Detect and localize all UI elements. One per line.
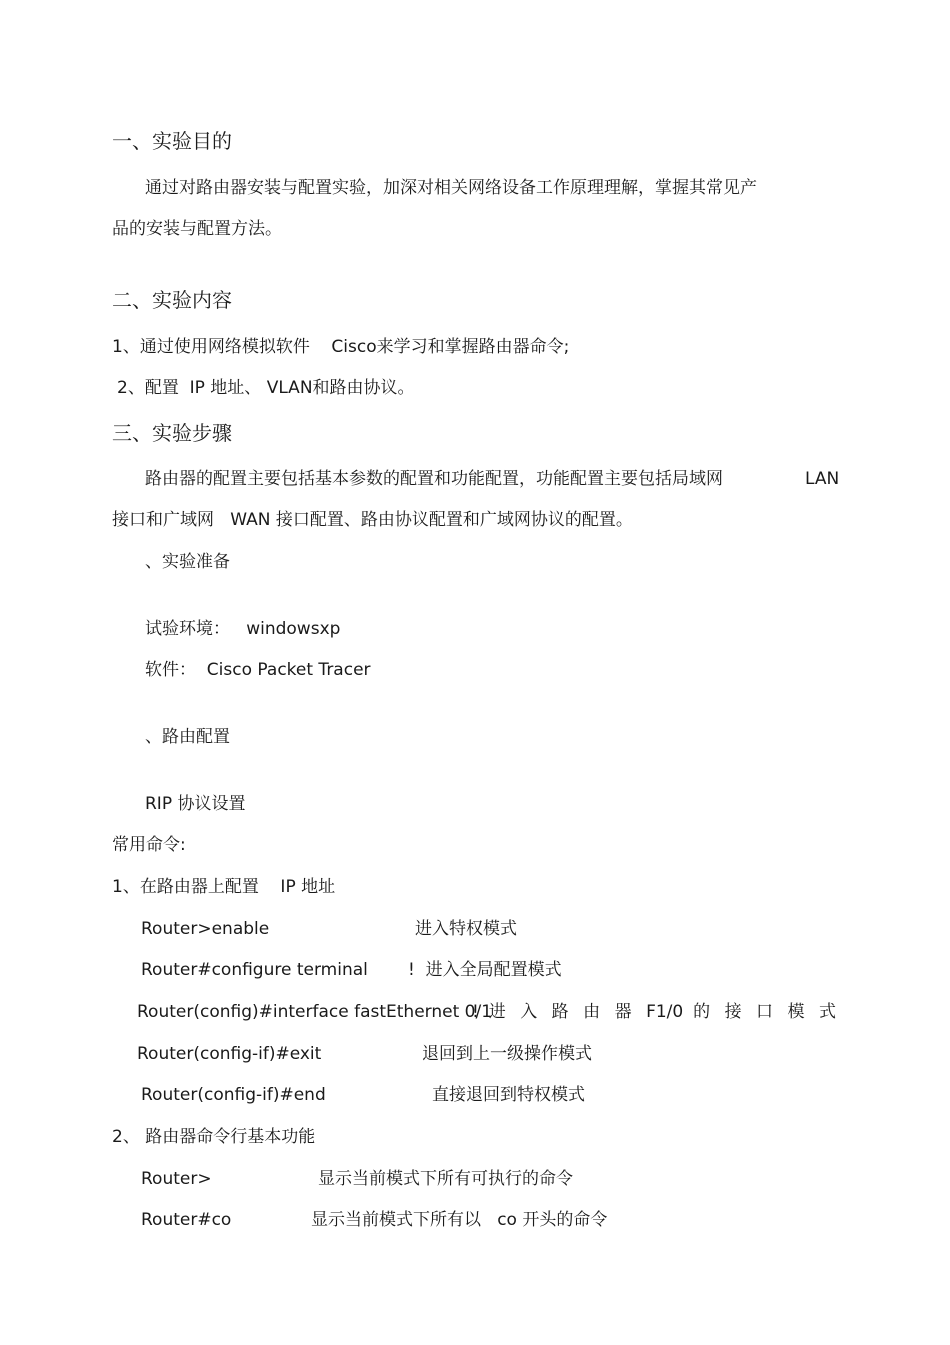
command-description: 显示当前模式下所有可执行的命令 [318, 1169, 573, 1189]
section-2-item-2: 2、配置 IP 地址、 VLAN和路由协议。 [117, 378, 415, 398]
rip-title: RIP 协议设置 [145, 794, 246, 814]
common-commands-label: 常用命令: [112, 835, 186, 855]
step-2-title: 2、 路由器命令行基本功能 [112, 1127, 316, 1147]
section-3-paragraph-line-2: 接口和广域网 WAN 接口配置、路由协议配置和广域网协议的配置。 [112, 510, 633, 530]
command-description: 直接退回到特权模式 [432, 1085, 585, 1105]
section-2-item-1: 1、通过使用网络模拟软件 Cisco来学习和掌握路由器命令; [112, 337, 570, 357]
command-text: Router(config-if)#exit [137, 1044, 322, 1064]
routing-subtitle: 、路由配置 [145, 727, 230, 747]
command-text: Router> [141, 1169, 212, 1189]
prep-subtitle: 、实验准备 [145, 552, 230, 572]
command-description: 退回到上一级操作模式 [422, 1044, 592, 1064]
section-1-title: 一、实验目的 [112, 129, 232, 153]
command-description: 显示当前模式下所有以 co 开头的命令 [311, 1210, 608, 1230]
section-1-paragraph-line-1: 通过对路由器安装与配置实验，加深对相关网络设备工作原理理解，掌握其常见产 [145, 178, 757, 198]
command-description: ! 进 入 路 由 器 F1/0 的 接 口 模 式 [472, 1002, 836, 1022]
command-text: Router#configure terminal [141, 960, 368, 980]
command-text: Router(config)#interface fastEthernet 0/1 [137, 1002, 493, 1022]
command-text: Router#co [141, 1210, 232, 1230]
section-2-title: 二、实验内容 [112, 288, 232, 312]
step-1-title: 1、在路由器上配置 IP 地址 [112, 877, 336, 897]
software-line: 软件： Cisco Packet Tracer [145, 660, 371, 680]
section-3-paragraph-lan: LAN [805, 469, 840, 489]
test-environment: 试验环境： windowsxp [145, 619, 341, 639]
command-description: 进入特权模式 [415, 919, 517, 939]
command-text: Router>enable [141, 919, 270, 939]
section-3-paragraph-line-1: 路由器的配置主要包括基本参数的配置和功能配置，功能配置主要包括局域网 [145, 469, 723, 489]
command-text: Router(config-if)#end [141, 1085, 326, 1105]
section-3-title: 三、实验步骤 [112, 421, 232, 445]
command-description: ! 进入全局配置模式 [408, 960, 562, 980]
section-1-paragraph-line-2: 品的安装与配置方法。 [112, 219, 282, 239]
